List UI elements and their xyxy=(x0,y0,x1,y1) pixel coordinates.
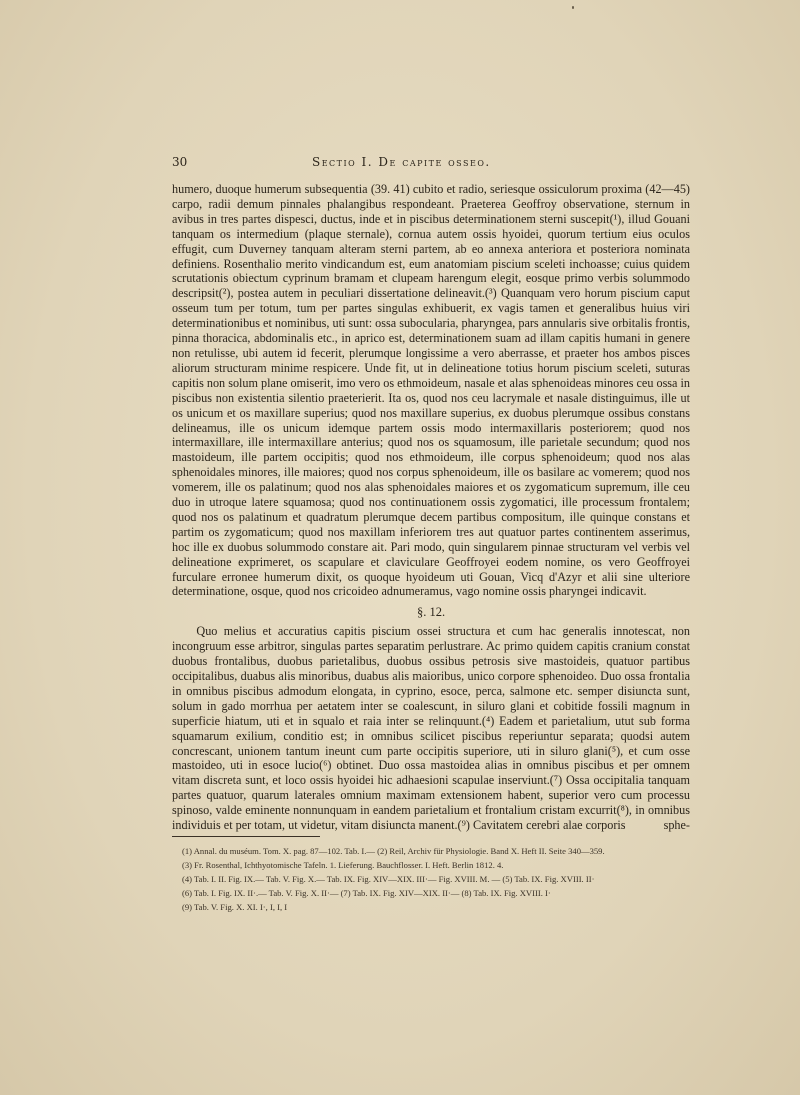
footnote-rule xyxy=(172,836,320,837)
footnote-line: (4) Tab. I. II. Fig. IX.— Tab. V. Fig. X.— Tab. IX. Fig. XIV—XIX. III·— Fig. XVIII. M. — (5) Tab. IX. Fig. XVIII. II· xyxy=(182,874,595,884)
section-heading: §. 12. xyxy=(416,605,446,620)
main-text xyxy=(172,182,690,833)
footnote-line: (3) Fr. Rosenthal, Ichthyotomische Tafeln. 1. Lieferung. Bauchflosser. I. Heft. Berlin 1812. 4. xyxy=(182,860,504,870)
footnote-line: (6) Tab. I. Fig. IX. II·.— Tab. V. Fig. X. II·— (7) Tab. IX. Fig. XIV—XIX. II·— (8) Tab. IX. Fig. XVIII. I· xyxy=(182,888,551,898)
paragraph-section-12: Quo melius et accuratius capitis piscium ossei structura et cum hac generalis innotescat, non incongruum esse arbitror, singulas partes separatim perlustrare. Ac primo quidem capitis cranium constat duobus frontalibus, duobus parietalibus, duobus ossibus petrosis sive mastoideis, quatuor partibus occipitalibus, duabus alis minoribus, duabus alis maioribus, unico corpore sphenoideo. Duo ossa frontalia in omnibus piscibus admodum elongata, in cyprino, esoce, perca, salmone etc. semper disiuncta sunt, solum in gado morrhua per aetatem inter se coalescunt, in siluro glani et cobitide fossili magnum in superficie hiatum, uti et in squalo et raia inter se relinquunt.(⁴) Eadem et parietalium, utut sub forma squamarum exilium, conditio est; in omnibus scilicet piscibus reperiuntur separata; quodsi autem concrescant, unionem tantum ineunt cum parte occipitis superiore, uti in siluro glani(⁵), et cum osse mastoideo, uti in esoce lucio(⁶) obtinet. Duo ossa mastoidea alias in omnibus piscibus et per omnem vitam discreta sunt, et loco ossis hyoidei hic adhaesioni scapulae inserviunt.(⁷) Ossa occipitalia tanquam partes quatuor, quarum laterales omnium maximam extensionem habent, superior vero cum processu spinoso, valde eminente nonnunquam in eandem parietalium et frontalium cristam excurrit(⁸), in omnibus individuis et per totam, ut videtur, vitam disiuncta manent.(⁹) Cavitatem cerebri alae corporis xyxy=(172,624,690,833)
footnotes xyxy=(182,844,702,914)
page-header xyxy=(172,155,692,173)
footnote-line: (1) Annal. du muséum. Tom. X. pag. 87—102. Tab. I.— (2) Reil, Archiv für Physiologie. Band X. Heft II. Seite 340—359. xyxy=(182,846,605,856)
footnote-line: (9) Tab. V. Fig. X. XI. I·, I, I, I xyxy=(182,902,288,912)
page-speck xyxy=(572,6,574,9)
page-number: 30 xyxy=(172,155,188,169)
catchword: sphe- xyxy=(663,818,690,832)
paragraph-continued: humero, duoque humerum subsequentia (39. 41) cubito et radio, seriesque ossiculorum proxima (42—45) carpo, radii demum pinnales phalangibus respondeant. Praeterea Geoffroy observatione, sternum in avibus in tres partes dispesci, ductus, inde et in piscibus determinationem sterni suscepit(¹), illud Gouani tanquam os intermedium (plaque sternale), cornua autem ossis hyoidei, quorum tertium eius oculos effugit, cum Duverney tanquam alteram sterni partem, ab eo annexa anteriora et posteriora nominata definiens. Rosenthalio merito vindicandum est, eum anatomiam piscium sceleti inchoasse; cuius quidem scrutationis obiectum cyprinum bramam et clupeam harengum elegit, eosque primo verbis solummodo descripsit(²), postea autem in peculiari dissertatione delineavit.(³) Quanquam vero horum piscium caput osseum tum per totum, tum per partes singulas exhibuerit, ex vagis tamen et generalibus huius viri determinationibus et nominibus, uti sunt: ossa subocularia, pharyngea, pars annularis sive orbitalis frontis, pinna thoracica, abdominalis etc., in aprico est, determinationem suam ad illam capitis humani in genere non retulisse, ubi autem id fecerit, plerumque longissime a vero aberrasse, et praeter hos ambos pisces aliorum structuram minime respicere. Unde fit, ut in delineatione totius horum piscium sceleti, suturas capitis non solum plane omiserit, imo vero os ethmoideum, nasale et alas sphenoideas minores ceu ossa in piscibus non existentia silentio praeterierit. Ita os, quod nos ceu lacrymale et nasale distinguimus, ille ut os unicum et os maxillare superius; quod nos maxillare superius, ex duobus plerumque ossibus constans delineamus, ille os unicum idemque partem ossis modo intermaxillaris posteriorem; quod nos intermaxillare, ille intermaxillare anterius; quod nos os squamosum, ille parietale secundum; quod nos mastoideum, ille partem occipitis; quod nos ethmoideum, ille corpus sphenoideum; quod nos alas sphenoidales minores, ille maiores; quod nos corpus sphenoideum, ille os basilare ac vomerem; quod nos vomerem, ille os palatinum; quod nos alas sphenoidales maiores et os zygomaticum supremum, ille ceu duo in utroque latere squamosa; quod nos continuationem ossis zygomatici, ille processum frontalem; quod nos os palatinum et quadratum plerumque decem partibus compositum, ille quinque constans et partim os zygomaticum; quod nos maxillam inferiorem tres aut quatuor partes continentem asserimus, hoc ille ex duobus solummodo constare ait. Pari modo, quin singularem pinnae structuram vel verbis vel delineatione exprimeret, os scapulare et claviculare Geoffroyei eodem nomine, os vero Geoffroyei furculare erronee humerum dixit, os quoque hyoideum uti Gouan, Vicq d'Azyr et alii sine ulteriore determinatione, osque, quod nos cricoideo adnumeramus, vago nomine ossis pharyngei indicavit. xyxy=(172,182,690,599)
running-title: Sectio I. De capite osseo. xyxy=(312,155,491,169)
